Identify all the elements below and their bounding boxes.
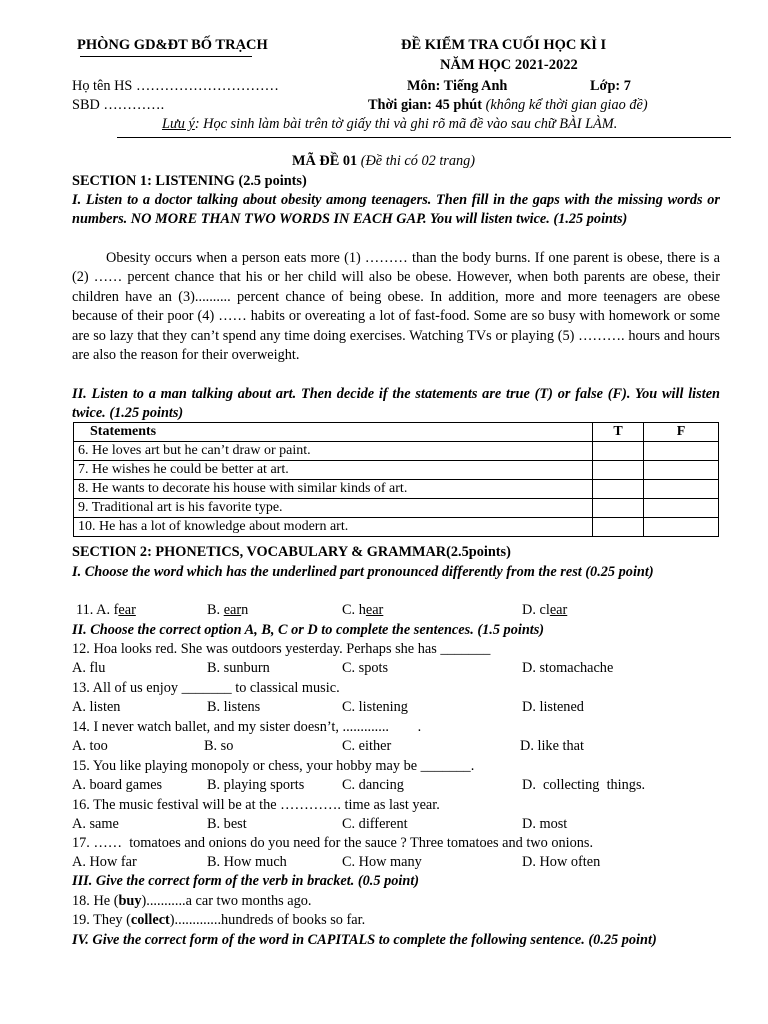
q16-option-c[interactable]: C. different <box>342 816 408 832</box>
sbd-line: SBD …………. <box>72 97 165 113</box>
q19-prefix: 19. They ( <box>72 912 131 928</box>
q17-option-b[interactable]: B. How much <box>207 854 287 870</box>
question-18 <box>72 893 311 910</box>
false-cell[interactable] <box>644 442 719 461</box>
section1-part1-instruction: I. Listen to a doctor talking about obesity among teenagers. Then fill in the gaps with the missing words or numbers. NO MORE THAN TWO WORDS IN EACH GAP. You will listen twice. (1.25 points) <box>72 192 720 228</box>
question-13: 13. All of us enjoy _______ to classical music. <box>72 680 340 696</box>
class-label: Lớp: 7 <box>590 78 631 94</box>
department-underline <box>80 56 252 57</box>
q18-verb: buy <box>118 893 142 909</box>
q12-option-b[interactable]: B. sunburn <box>207 660 270 676</box>
q11-b-suffix: n <box>241 602 249 618</box>
q18-prefix: 18. He ( <box>72 893 119 909</box>
q12-option-d[interactable]: D. stomachache <box>522 660 614 676</box>
true-false-table <box>73 422 719 537</box>
q11-a-prefix: f <box>113 602 119 618</box>
q17-option-d[interactable]: D. How often <box>522 854 601 870</box>
q11-a-underlined: ear <box>118 602 136 618</box>
table-row <box>74 480 719 499</box>
statement-cell: 7. He wishes he could be better at art. <box>74 461 593 480</box>
q11-c-prefix: h <box>358 602 366 618</box>
q14-option-b[interactable]: B. so <box>204 738 234 754</box>
q11-b-label: B. <box>207 602 221 618</box>
q16-option-b[interactable]: B. best <box>207 816 247 832</box>
department-name: PHÒNG GD&ĐT BỐ TRẠCH <box>77 37 268 53</box>
table-row <box>74 499 719 518</box>
q11-number: 11. A. <box>76 602 111 618</box>
question-16: 16. The music festival will be at the …………. time as last year. <box>72 797 440 813</box>
q11-d-prefix: cl <box>539 602 550 618</box>
q11-option-d[interactable] <box>522 602 567 619</box>
school-year: NĂM HỌC 2021-2022 <box>440 57 578 73</box>
statement-cell: 9. Traditional art is his favorite type. <box>74 499 593 518</box>
false-cell[interactable] <box>644 499 719 518</box>
table-row <box>74 461 719 480</box>
question-14: 14. I never watch ballet, and my sister doesn’t, ............. . <box>72 719 422 735</box>
table-header-true: T <box>593 423 644 442</box>
q11-option-c[interactable] <box>342 602 383 619</box>
q17-option-a[interactable]: A. How far <box>72 854 137 870</box>
true-cell[interactable] <box>593 480 644 499</box>
question-12: 12. Hoa looks red. She was outdoors yesterday. Perhaps she has _______ <box>72 641 491 657</box>
exam-code-label: MÃ ĐỀ 01 <box>292 153 358 169</box>
q13-option-a[interactable]: A. listen <box>72 699 121 715</box>
question-19 <box>72 912 365 929</box>
q11-d-label: D. <box>522 602 536 618</box>
table-header-statements: Statements <box>74 423 593 442</box>
q11-d-underlined: ear <box>549 602 568 618</box>
true-cell[interactable] <box>593 461 644 480</box>
false-cell[interactable] <box>644 480 719 499</box>
q12-option-c[interactable]: C. spots <box>342 660 389 676</box>
section1-title: SECTION 1: LISTENING (2.5 points) <box>72 173 307 189</box>
q11-c-label: C. <box>342 602 356 618</box>
q14-option-a[interactable]: A. too <box>72 738 108 754</box>
table-row <box>74 442 719 461</box>
q16-option-d[interactable]: D. most <box>522 816 568 832</box>
q11-b-underlined: ear <box>223 602 242 618</box>
q19-suffix: ).............hundreds of books so far. <box>169 912 366 928</box>
question-15: 15. You like playing monopoly or chess, your hobby may be _______. <box>72 758 475 774</box>
time-note: (không kể thời gian giao đề) <box>485 97 648 113</box>
time-info <box>368 97 648 114</box>
section2-part3-instruction: III. Give the correct form of the verb in bracket. (0.5 point) <box>72 873 420 889</box>
exam-code-note: (Đề thi có 02 trang) <box>360 153 476 169</box>
exam-title: ĐỀ KIỂM TRA CUỐI HỌC KÌ I <box>401 37 607 53</box>
section2-part2-instruction: II. Choose the correct option A, B, C or D to complete the sentences. (1.5 points) <box>72 622 545 638</box>
section1-part2-instruction: II. Listen to a man talking about art. Then decide if the statements are true (T) or false (F). You will listen twice. (1.25 points) <box>72 386 720 422</box>
q15-option-c[interactable]: C. dancing <box>342 777 404 793</box>
time-label: Thời gian: 45 phút <box>368 97 482 113</box>
q11-option-a[interactable] <box>76 602 136 619</box>
table-row <box>74 518 719 537</box>
false-cell[interactable] <box>644 518 719 537</box>
q13-option-d[interactable]: D. listened <box>522 699 584 715</box>
note-label: Lưu ý <box>162 116 195 132</box>
exam-code <box>292 153 475 170</box>
note-text: : Học sinh làm bài trên tờ giấy thi và ghi rõ mã đề vào sau chữ BÀI LÀM. <box>194 116 618 132</box>
statement-cell: 6. He loves art but he can’t draw or paint. <box>74 442 593 461</box>
q15-option-b[interactable]: B. playing sports <box>207 777 305 793</box>
q11-option-b[interactable] <box>207 602 248 619</box>
q11-c-underlined: ear <box>365 602 384 618</box>
section2-part1-instruction: I. Choose the word which has the underlined part pronounced differently from the rest (0.25 point) <box>72 564 654 580</box>
q14-option-c[interactable]: C. either <box>342 738 392 754</box>
q12-option-a[interactable]: A. flu <box>72 660 106 676</box>
q13-option-b[interactable]: B. listens <box>207 699 261 715</box>
q13-option-c[interactable]: C. listening <box>342 699 408 715</box>
q14-option-d[interactable]: D. like that <box>520 738 584 754</box>
true-cell[interactable] <box>593 499 644 518</box>
question-17: 17. …… tomatoes and onions do you need for the sauce ? Three tomatoes and two onions. <box>72 835 594 851</box>
note-line <box>162 116 617 133</box>
true-cell[interactable] <box>593 442 644 461</box>
q16-option-a[interactable]: A. same <box>72 816 119 832</box>
statement-cell: 10. He has a lot of knowledge about modern art. <box>74 518 593 537</box>
subject-label: Môn: Tiếng Anh <box>407 78 508 94</box>
q19-verb: collect <box>130 912 170 928</box>
listening-passage: Obesity occurs when a person eats more (1) ……… than the body burns. If one parent is obese, there is a (2) …… percent chance that his or her child will also be obese. However, when both parents are obese, their children have an (3).......... percent chance of being obese. In addition, more and more teenagers are obese because of their poor (4) …… habits or overeating a lot of fast-food. Some are so busy with homework or some are so lazy that they can’t spend any time doing exercises. Watching TVs or playing (5) ………. hours and hours are also the reason for their overweight. <box>72 250 720 364</box>
false-cell[interactable] <box>644 461 719 480</box>
true-cell[interactable] <box>593 518 644 537</box>
section2-part4-instruction: IV. Give the correct form of the word in CAPITALS to complete the following sentence. (0.25 point) <box>72 932 657 948</box>
header-divider <box>117 137 731 138</box>
student-name-line: Họ tên HS ………………………… <box>72 78 279 94</box>
statement-cell: 8. He wants to decorate his house with similar kinds of art. <box>74 480 593 499</box>
q17-option-c[interactable]: C. How many <box>342 854 422 870</box>
q15-option-d[interactable]: D. collecting things. <box>522 777 646 793</box>
q18-suffix: )...........a car two months ago. <box>141 893 312 909</box>
section2-title: SECTION 2: PHONETICS, VOCABULARY & GRAMMAR(2.5points) <box>72 544 511 560</box>
q15-option-a[interactable]: A. board games <box>72 777 163 793</box>
table-header-false: F <box>644 423 719 442</box>
